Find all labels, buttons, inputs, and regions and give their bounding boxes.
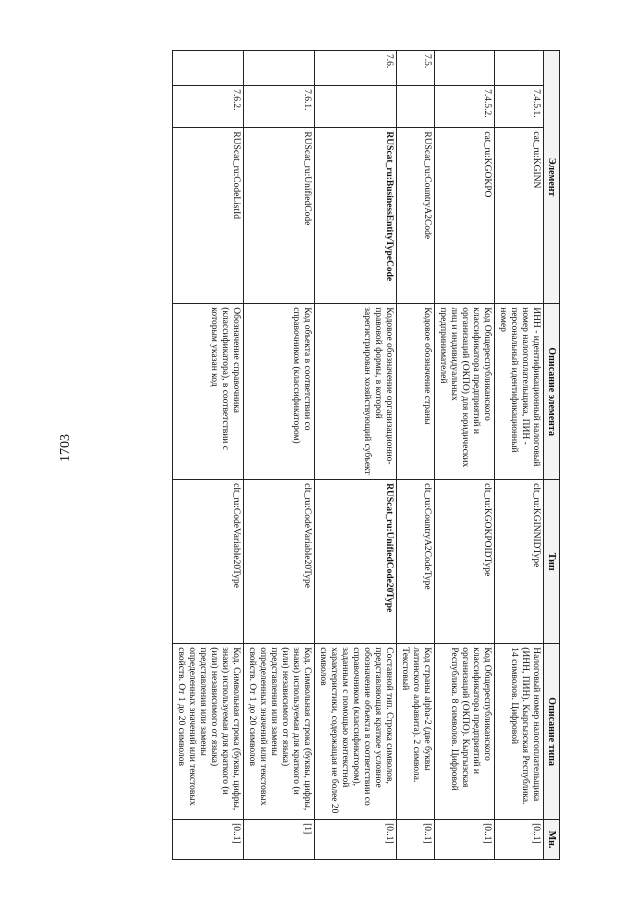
type-description: Код страны alpha-2 (две буквы латинского алфавита). 2 символа. Текстовый	[397, 644, 435, 820]
element-type: clt_ru:KGINNIDType	[495, 480, 544, 644]
type-description: Налоговый номер налогоплательщика (ИНН, ПИН). Кыргызская Республика. 14 символов. Цифровой	[495, 644, 544, 820]
type-description: Составной тип. Строка символов, представляющая краткое условное обозначение объекта в соответствии со справочником (классификатором), заданным с помощью контекстной характеристики, содержащая не более 20 символов	[315, 644, 397, 820]
type-description: Код Общереспубликанского классификатора предприятий и организаций (ОКПО). Кыргызская Республика. 8 символов. Цифровой	[435, 644, 495, 820]
row-number: 7.5.	[397, 51, 435, 86]
header-multiplicity: Мн.	[544, 820, 560, 860]
multiplicity: [0..1]	[173, 820, 244, 860]
row-subnumber	[397, 86, 435, 128]
multiplicity: [1]	[244, 820, 315, 860]
table-row	[244, 51, 315, 860]
row-number: 7.6.	[315, 51, 397, 86]
row-subnumber: 7.4.5.1.	[495, 86, 544, 128]
element-description: Код объекта в соответствии со справочником (классификатором)	[244, 304, 315, 480]
table-row	[495, 51, 544, 860]
type-description: Код. Символьная строка (буквы, цифры, знаки) используемая для краткого (и (или) независимого от языка) представления или замены определенных значений или текстовых свойств. От 1 до 20 символов	[173, 644, 244, 820]
element-type: clt_ru:CountryA2CodeType	[397, 480, 435, 644]
row-subnumber: 7.6.1.	[244, 86, 315, 128]
table-row	[435, 51, 495, 860]
element-description: ИНН - идентификационный налоговый номер налогоплательщика, ПИН - персональный идентификационный номер	[495, 304, 544, 480]
header-description: Описание элемента	[544, 304, 560, 480]
element-type: clt_ru:KGOKPOIDType	[435, 480, 495, 644]
element-type: clt_ru:CodeVariable20Type	[244, 480, 315, 644]
row-number	[435, 51, 495, 86]
multiplicity: [0..1]	[397, 820, 435, 860]
row-number	[244, 51, 315, 86]
header-element: Элемент	[544, 51, 560, 304]
type-description: Код. Символьная строка (буквы, цифры, знаки) используемая для краткого (и (или) независимого от языка) представления или замены определенных значений или текстовых свойств. От 1 до 20 символов	[244, 644, 315, 820]
multiplicity: [0..1]	[495, 820, 544, 860]
row-subnumber: 7.6.2.	[173, 86, 244, 128]
row-number	[495, 51, 544, 86]
table-header-row	[544, 51, 560, 860]
row-number	[173, 51, 244, 86]
element-name: RUScat_ru:CodeListId	[173, 128, 244, 304]
table-row	[315, 51, 397, 860]
rotated-table-wrapper	[90, 50, 560, 860]
element-table	[172, 50, 560, 860]
header-type-description: Описание типа	[544, 644, 560, 820]
element-description: Кодовое обозначение организационно-правовой формы, в которой зарегистрирован хозяйствующий субъект	[315, 304, 397, 480]
row-subnumber: 7.4.5.2.	[435, 86, 495, 128]
element-name: cat_ru:KGOKPO	[435, 128, 495, 304]
element-name: RUScat_ru:CountryA2Code	[397, 128, 435, 304]
element-description: Обозначение справочника (классификатора), в соответствии с которым указан код	[173, 304, 244, 480]
table-row	[173, 51, 244, 860]
row-subnumber	[315, 86, 397, 128]
element-type: RUScat_ru:UnifiedCode20Type	[315, 480, 397, 644]
element-name: cat_ru:KGINN	[495, 128, 544, 304]
header-type: Тип	[544, 480, 560, 644]
table-row	[397, 51, 435, 860]
element-type: clt_ru:CodeVariable20Type	[173, 480, 244, 644]
element-description: Код Общереспубликанского классификатора предприятий и организаций (ОКПО) для юридических лиц и индивидуальных предпринимателей	[435, 304, 495, 480]
multiplicity: [0..1]	[315, 820, 397, 860]
element-name: RUScat_ru:BusinessEntityTypeCode	[315, 128, 397, 304]
table-body	[173, 51, 544, 860]
element-name: RUScat_ru:UnifiedCode	[244, 128, 315, 304]
page-number: 1703	[58, 434, 73, 462]
multiplicity: [0..1]	[435, 820, 495, 860]
element-description: Кодовое обозначение страны	[397, 304, 435, 480]
